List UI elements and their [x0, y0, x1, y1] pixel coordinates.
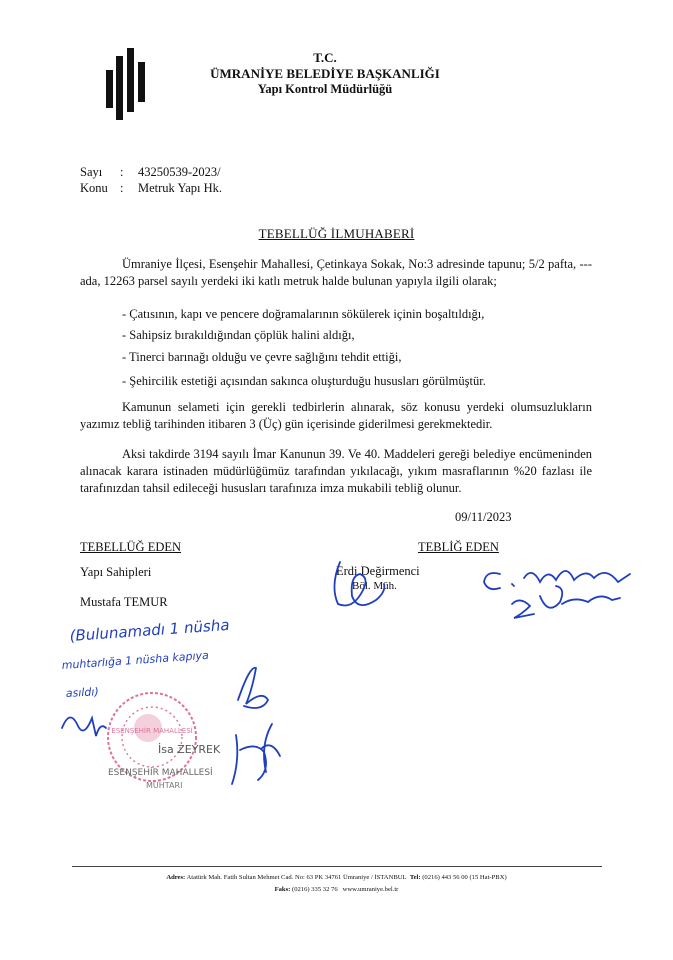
konu-value: Metruk Yapı Hk.: [138, 181, 223, 195]
right-signatory-heading: TEBLİĞ EDEN: [418, 540, 499, 554]
konu-row: Konu : Metruk Yapı Hk.: [80, 181, 223, 195]
svg-text:MUHTARI: MUHTARI: [146, 781, 183, 790]
measures-paragraph: Kamunun selameti için gerekli tedbirlerin alınarak, söz konusu yerdeki olumsuzlukların yazımız tebliğ tarihinden itibaren 3 (Üç) gün içerisinde giderilmesi gerekmektedir.: [80, 400, 592, 431]
right-signatory-name: Erdi Değirmenci: [336, 564, 420, 578]
header-tc: T.C.: [313, 50, 337, 65]
header-institution: ÜMRANİYE BELEDİYE BAŞKANLIĞI: [210, 66, 440, 81]
footer-divider: [72, 866, 602, 867]
list-item: - Tinerci barınağı olduğu ve çevre sağlığını tehdit ettiği,: [122, 350, 402, 364]
left-signatory-heading: TEBELLÜĞ EDEN: [80, 540, 182, 554]
footer-address-line: Adres: Atatürk Mah. Fatih Sultan Mehmet Cad. No: 63 PK 34761 Ümraniye / İSTANBUL Tel: (0216) 443 56 00 (15 Hat-PBX): [166, 874, 507, 881]
left-signatory-line2: Mustafa TEMUR: [80, 595, 168, 609]
svg-text:ESENŞEHİR MAHALLESİ: ESENŞEHİR MAHALLESİ: [108, 768, 213, 778]
intro-paragraph: Ümraniye İlçesi, Esenşehir Mahallesi, Çetinkaya Sokak, No:3 adresinde tapunu; 5/2 pafta, --- ada, 12263 parsel sayılı yerdeki iki katlı metruk halde bulunan yapıyla ilgili olarak;: [80, 257, 592, 288]
list-item: - Sahipsiz bırakıldığından çöplük halini aldığı,: [122, 328, 355, 342]
footer-fax-line: Faks: (0216) 335 32 76 www.umraniye.bel.tr: [274, 886, 399, 893]
official-stamp: [108, 693, 196, 781]
document-title: TEBELLÜĞ İLMUHABERİ: [258, 226, 415, 241]
svg-text:(Bulunamadı 1 nüsha: (Bulunamadı 1 nüsha: [69, 615, 231, 645]
legal-paragraph: Aksi takdirde 3194 sayılı İmar Kanunun 39. Ve 40. Maddeleri gereği belediye encümeninden alınacak karara istinaden müdürlüğümüz tarafından yıkılacağı, yıkım masraflarının %20 fazlası ile tarafınızdan tahsil edileceği hususları tarafınıza imza mukabili tebliğ olunur.: [80, 447, 592, 495]
right-signatory-title: Böl. Müh.: [352, 580, 397, 592]
svg-text:muhtarlığa 1 nüsha kapıya: muhtarlığa 1 nüsha kapıya: [61, 648, 210, 672]
sayi-row: Sayı : 43250539-2023/: [80, 165, 221, 179]
svg-text:İsa ZEYREK: İsa ZEYREK: [158, 743, 221, 756]
left-signatory-line1: Yapı Sahipleri: [80, 565, 152, 579]
municipality-logo: [104, 48, 146, 120]
sayi-value: 43250539-2023/: [138, 165, 221, 179]
document-date: 09/11/2023: [455, 510, 512, 524]
sayi-label: Sayı: [80, 165, 103, 179]
list-item: - Çatısının, kapı ve pencere doğramalarının sökülerek içinin boşaltıldığı,: [122, 307, 485, 321]
list-item: - Şehircilik estetiği açısından sakınca oluşturduğu hususları görülmüştür.: [122, 374, 486, 388]
konu-label: Konu: [80, 181, 108, 195]
header-department: Yapı Kontrol Müdürlüğü: [257, 82, 393, 96]
svg-text:asıldı): asıldı): [65, 685, 100, 700]
svg-text:ESENŞEHİR MAHALLESİ: ESENŞEHİR MAHALLESİ: [111, 727, 193, 735]
